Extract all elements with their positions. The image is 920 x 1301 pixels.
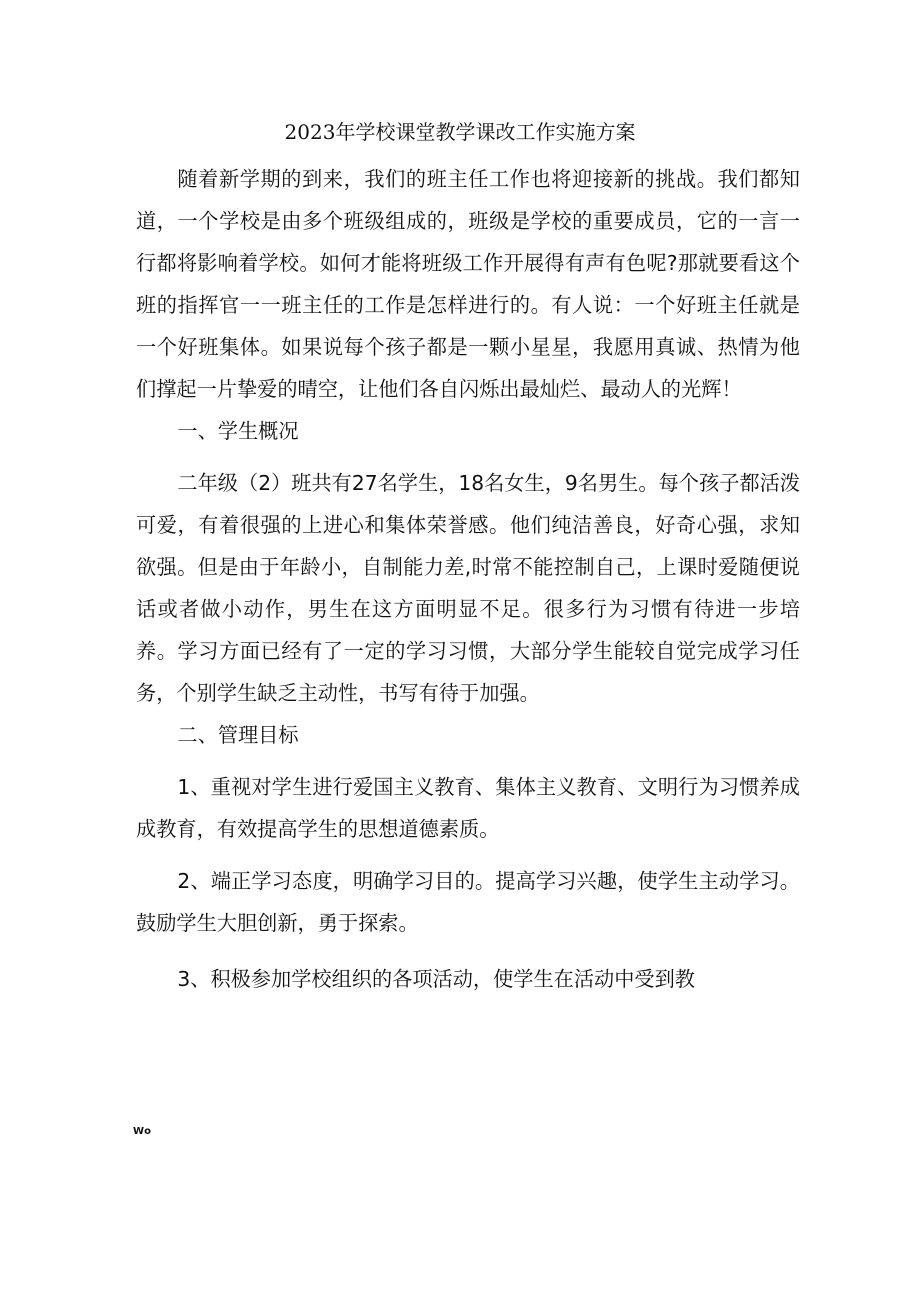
goal-item-3: 3、积极参加学校组织的各项活动，使学生在活动中受到教 bbox=[177, 967, 695, 991]
footer-watermark-text: Wo bbox=[133, 1126, 152, 1137]
section-heading-student-overview: 一、学生概况 bbox=[177, 419, 299, 443]
section-heading-management-goals: 二、管理目标 bbox=[177, 723, 299, 747]
goal-item-2: 2、端正学习态度，明确学习目的。提高学习兴趣，使学生主动学习。鼓励学生大胆创新，勇于探索。 bbox=[136, 869, 800, 935]
document-body bbox=[136, 158, 800, 1000]
document-title: 2023年学校课堂教学课改工作实施方案 bbox=[284, 120, 636, 144]
intro-paragraph: 随着新学期的到来，我们的班主任工作也将迎接新的挑战。我们都知道，一个学校是由多个班级组成的，班级是学校的重要成员，它的一言一行都将影响着学校。如何才能将班级工作开展得有声有色呢?那就要看这个班的指挥官一一班主任的工作是怎样进行的。有人说：一个好班主任就是一个好班集体。如果说每个孩子都是一颗小星星，我愿用真诚、热情为他们撑起一片挚爱的晴空，让他们各自闪烁出最灿烂、最动人的光辉！ bbox=[136, 167, 800, 401]
goal-item-1: 1、重视对学生进行爱国主义教育、集体主义教育、文明行为习惯养成成教育，有效提高学生的思想道德素质。 bbox=[136, 775, 800, 841]
student-overview-paragraph: 二年级（2）班共有27名学生，18名女生，9名男生。每个孩子都活泼可爱，有着很强的上进心和集体荣誉感。他们纯洁善良，好奇心强，求知欲强。但是由于年龄小，自制能力差,时常不能控制自己，上课时爱随便说话或者做小动作，男生在这方面明显不足。很多行为习惯有待进一步培养。学习方面已经有了一定的学习习惯，大部分学生能较自觉完成学习任务，个别学生缺乏主动性，书写有待于加强。 bbox=[136, 471, 800, 705]
